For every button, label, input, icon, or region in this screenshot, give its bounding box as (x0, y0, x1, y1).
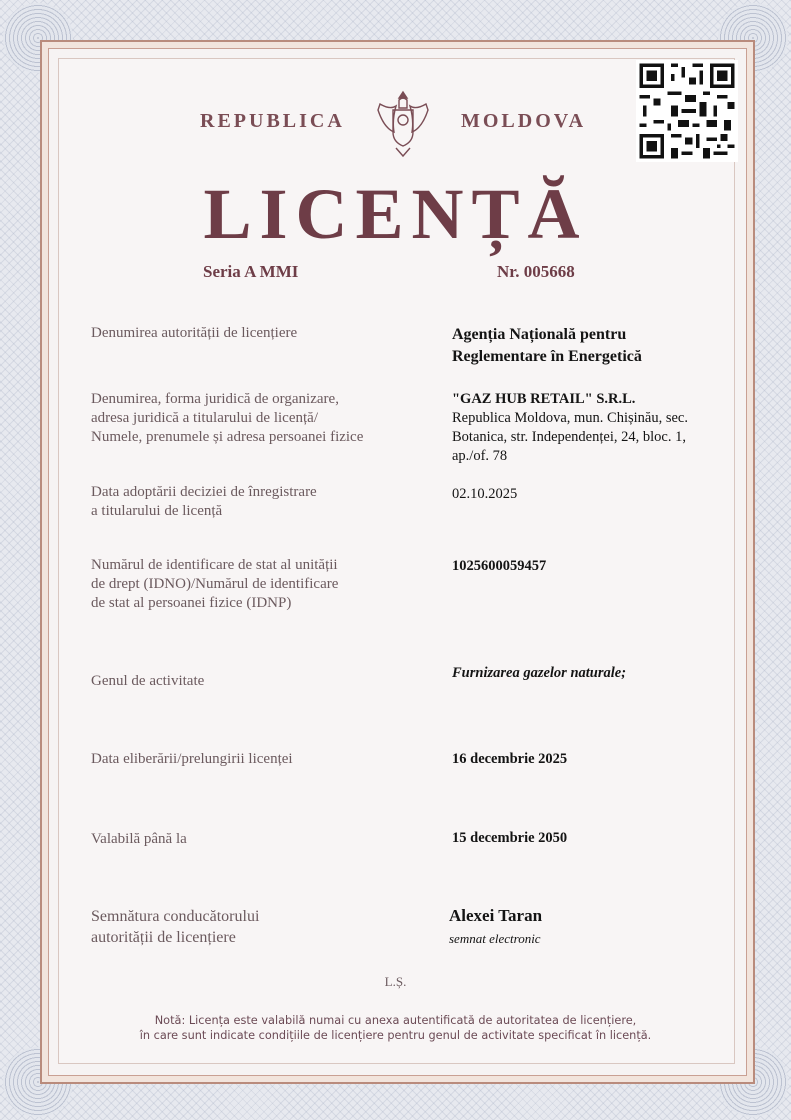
value-issue-date: 16 decembrie 2025 (452, 751, 568, 767)
qr-code-icon (636, 60, 738, 162)
label-signature: Semnătura conducătorului autorității de licențiere (91, 908, 260, 946)
license-number: Nr. 005668 (497, 262, 575, 281)
label-valid-until: Valabilă până la (91, 831, 187, 847)
label-activity: Genul de activitate (91, 673, 205, 689)
value-decision-date: 02.10.2025 (452, 486, 518, 502)
seal-mark: L.Ș. (384, 974, 407, 989)
value-valid-until: 15 decembrie 2050 (452, 830, 568, 846)
moldova-coat-of-arms-icon (374, 86, 432, 160)
value-signatory: Alexei Taran (449, 906, 543, 925)
value-activity: Furnizarea gazelor naturale; (452, 665, 627, 681)
value-holder-name: "GAZ HUB RETAIL" S.R.L. (452, 391, 636, 407)
country-right: MOLDOVA (461, 110, 587, 132)
footer-note: Notă: Licența este valabilă numai cu anexa autentificată de autoritatea de licențiere, în care sunt indicate condițiile de licențiere pentru genul de activitate specificat în licență. (139, 1014, 652, 1042)
country-left: REPUBLICA (200, 110, 345, 132)
label-issue-date: Data eliberării/prelungirii licenței (91, 751, 293, 767)
value-holder-address: Republica Moldova, mun. Chișinău, sec. Botanica, str. Independenței, 24, bloc. 1, ap./of. 78 (452, 410, 688, 464)
license-series: Seria A MMI (203, 262, 299, 281)
label-license-holder: Denumirea, forma juridică de organizare, adresa juridică a titularului de licență/ Numele, prenumele și adresa persoanei fizice (91, 391, 364, 445)
value-licensing-authority: Agenția Națională pentru Reglementare în Energetică (452, 326, 642, 365)
label-licensing-authority: Denumirea autorității de licențiere (91, 325, 298, 341)
value-idno: 1025600059457 (452, 558, 547, 574)
value-signature-method: semnat electronic (449, 931, 541, 946)
document-title: LICENȚĂ (203, 174, 588, 254)
label-decision-date: Data adoptării deciziei de înregistrare a titularului de licență (91, 484, 317, 519)
label-idno: Numărul de identificare de stat al unității de drept (IDNO)/Numărul de identificare de stat al persoanei fizice (IDNP) (91, 557, 339, 611)
